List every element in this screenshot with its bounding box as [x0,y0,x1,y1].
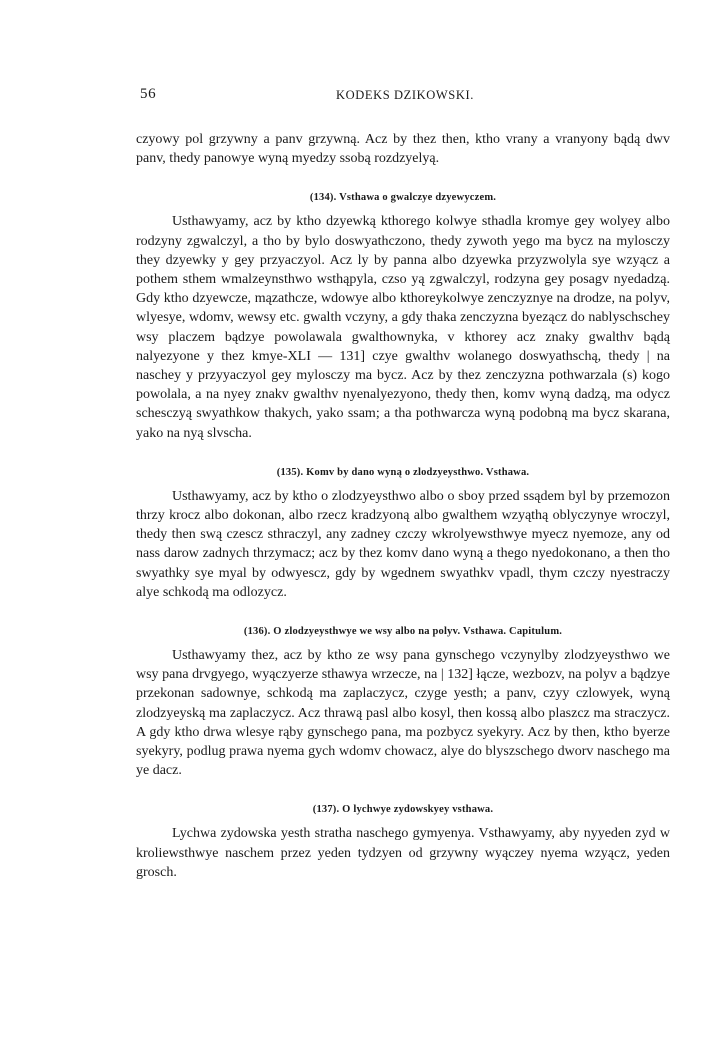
section-text-136: Usthawyamy thez, acz by ktho ze wsy pana gynschego vczynylby zlodzyeysthwo we wsy pana drvgyego, wyączyerze sthawya wrzecze, na | 132] łącze, wezbozv, na polyv a bądzye przekonan sadownye, schkodą ma zaplaczycz, czyge yesth; a panv, czyy czlowyek, wyną zlodzyeyską ma zaplaczycz. Acz thrawą pasl albo kosyl, then kossą albo plaszcz ma straczycz. A gdy ktho drwa wlesye rąby gynschego pana, ma pozbycz syekyry. Acz by then, ktho byerze syekyry, podlug prawa nyema gych wdomv chowacz, alye do blyszschego dworv naschego ma ye dacz. [136,648,670,779]
section-heading-134: (134). Vsthawa o gwalczye dzyewyczem. [309,192,497,204]
section-text-137: Lychwa zydowska yesth stratha naschego gymyenya. Vsthawyamy, aby nyyeden zyd w kroliewsthwye naschem przez yeden tydzyen od grzywny wyączey nyema wzyącz, yeden grosch. [136,826,670,880]
continuation-paragraph: czyowy pol grzywny a panv grzywną. Acz by thez then, ktho vrany a vranyony bądą dwv panv, thedy panowye wyną myedzy ssobą rozdzyelyą. [136,132,670,167]
section-text-134: Usthawyamy, acz by ktho dzyewką kthorego kolwye sthadla kromye gey wolyey albo rodzyny zgwalczyl, a tho by bylo doswyathczono, thedy zywoth yego ma bycz na mylosczy they dzyewky y gey przyaczyol. Acz ly by panna albo dzyewka przyzwolyla sye wzyącz a pothem sthem wmalzeynsthwo wsthąpyla, czso yą zgwalczyl, rodzyna gey posagv nyedadzą. Gdy ktho dzyewcze, mązathcze, wdowye albo kthoreykolwye zenczyznye na drodze, na polyv, wlyesye, wdomv, wewsy etc. gwalth vczyny, a gdy thaka zenczyzna byeząсz do nablyschschey wsy placzem bądzye powolawala gwalthownyka, v kthorey acz znaky gwalthv bądą nalyezyone y thez kmye-XLI — 131] czye gwalthv wolanego doswyathschą, thedy | na naschey y przyyaczyol gey mylosczy ma bycz. Acz by thez zenczyzna pothwarzala (s) kogo powolala, a na nyey znakv gwalthv nyenalyezyono, thedy then, komv wyną dadzą, ma odycz schesczyą swyathkow thakych, yako ssam; a tha pothwarcza wyną podobną ma bycz skarana, yako na nyą slvscha. [136,214,670,441]
page-number: 56 [140,86,157,102]
section-heading-135: (135). Komv by dano wyną o zlodzyeysthwo. Vsthawa. [276,466,530,478]
section-heading-136: (136). O zlodzyeysthwye we wsy albo na polyv. Vsthawa. Capitulum. [243,626,563,638]
section-text-135: Usthawyamy, acz by ktho o zlodzyeysthwo albo o sboy przed ssądem byl by przemozon thrzy krocz albo dokonan, albo rzecz kradzyoną albo gwalthem wzyąthą oblyczynye wroczyl, thedy then swą czescz sthraczyl, any zadney czczy wkrolyewsthwye myecz nyemoze, any od nass darow zadnych thrzymacz; acz by thez komv dano wyną a thego nyedokonano, a then tho swyathky sye myal by odwyescz, gdy by wgednem swyathkv vpadl, thym czczy nyestraczy alye schkodą ma odlozycz. [136,488,670,600]
page-body [136,130,670,882]
running-title: KODEKS DZIKOWSKI. [336,88,474,102]
section-heading-137: (137). O lychwye zydowskyey vsthawa. [312,804,494,816]
